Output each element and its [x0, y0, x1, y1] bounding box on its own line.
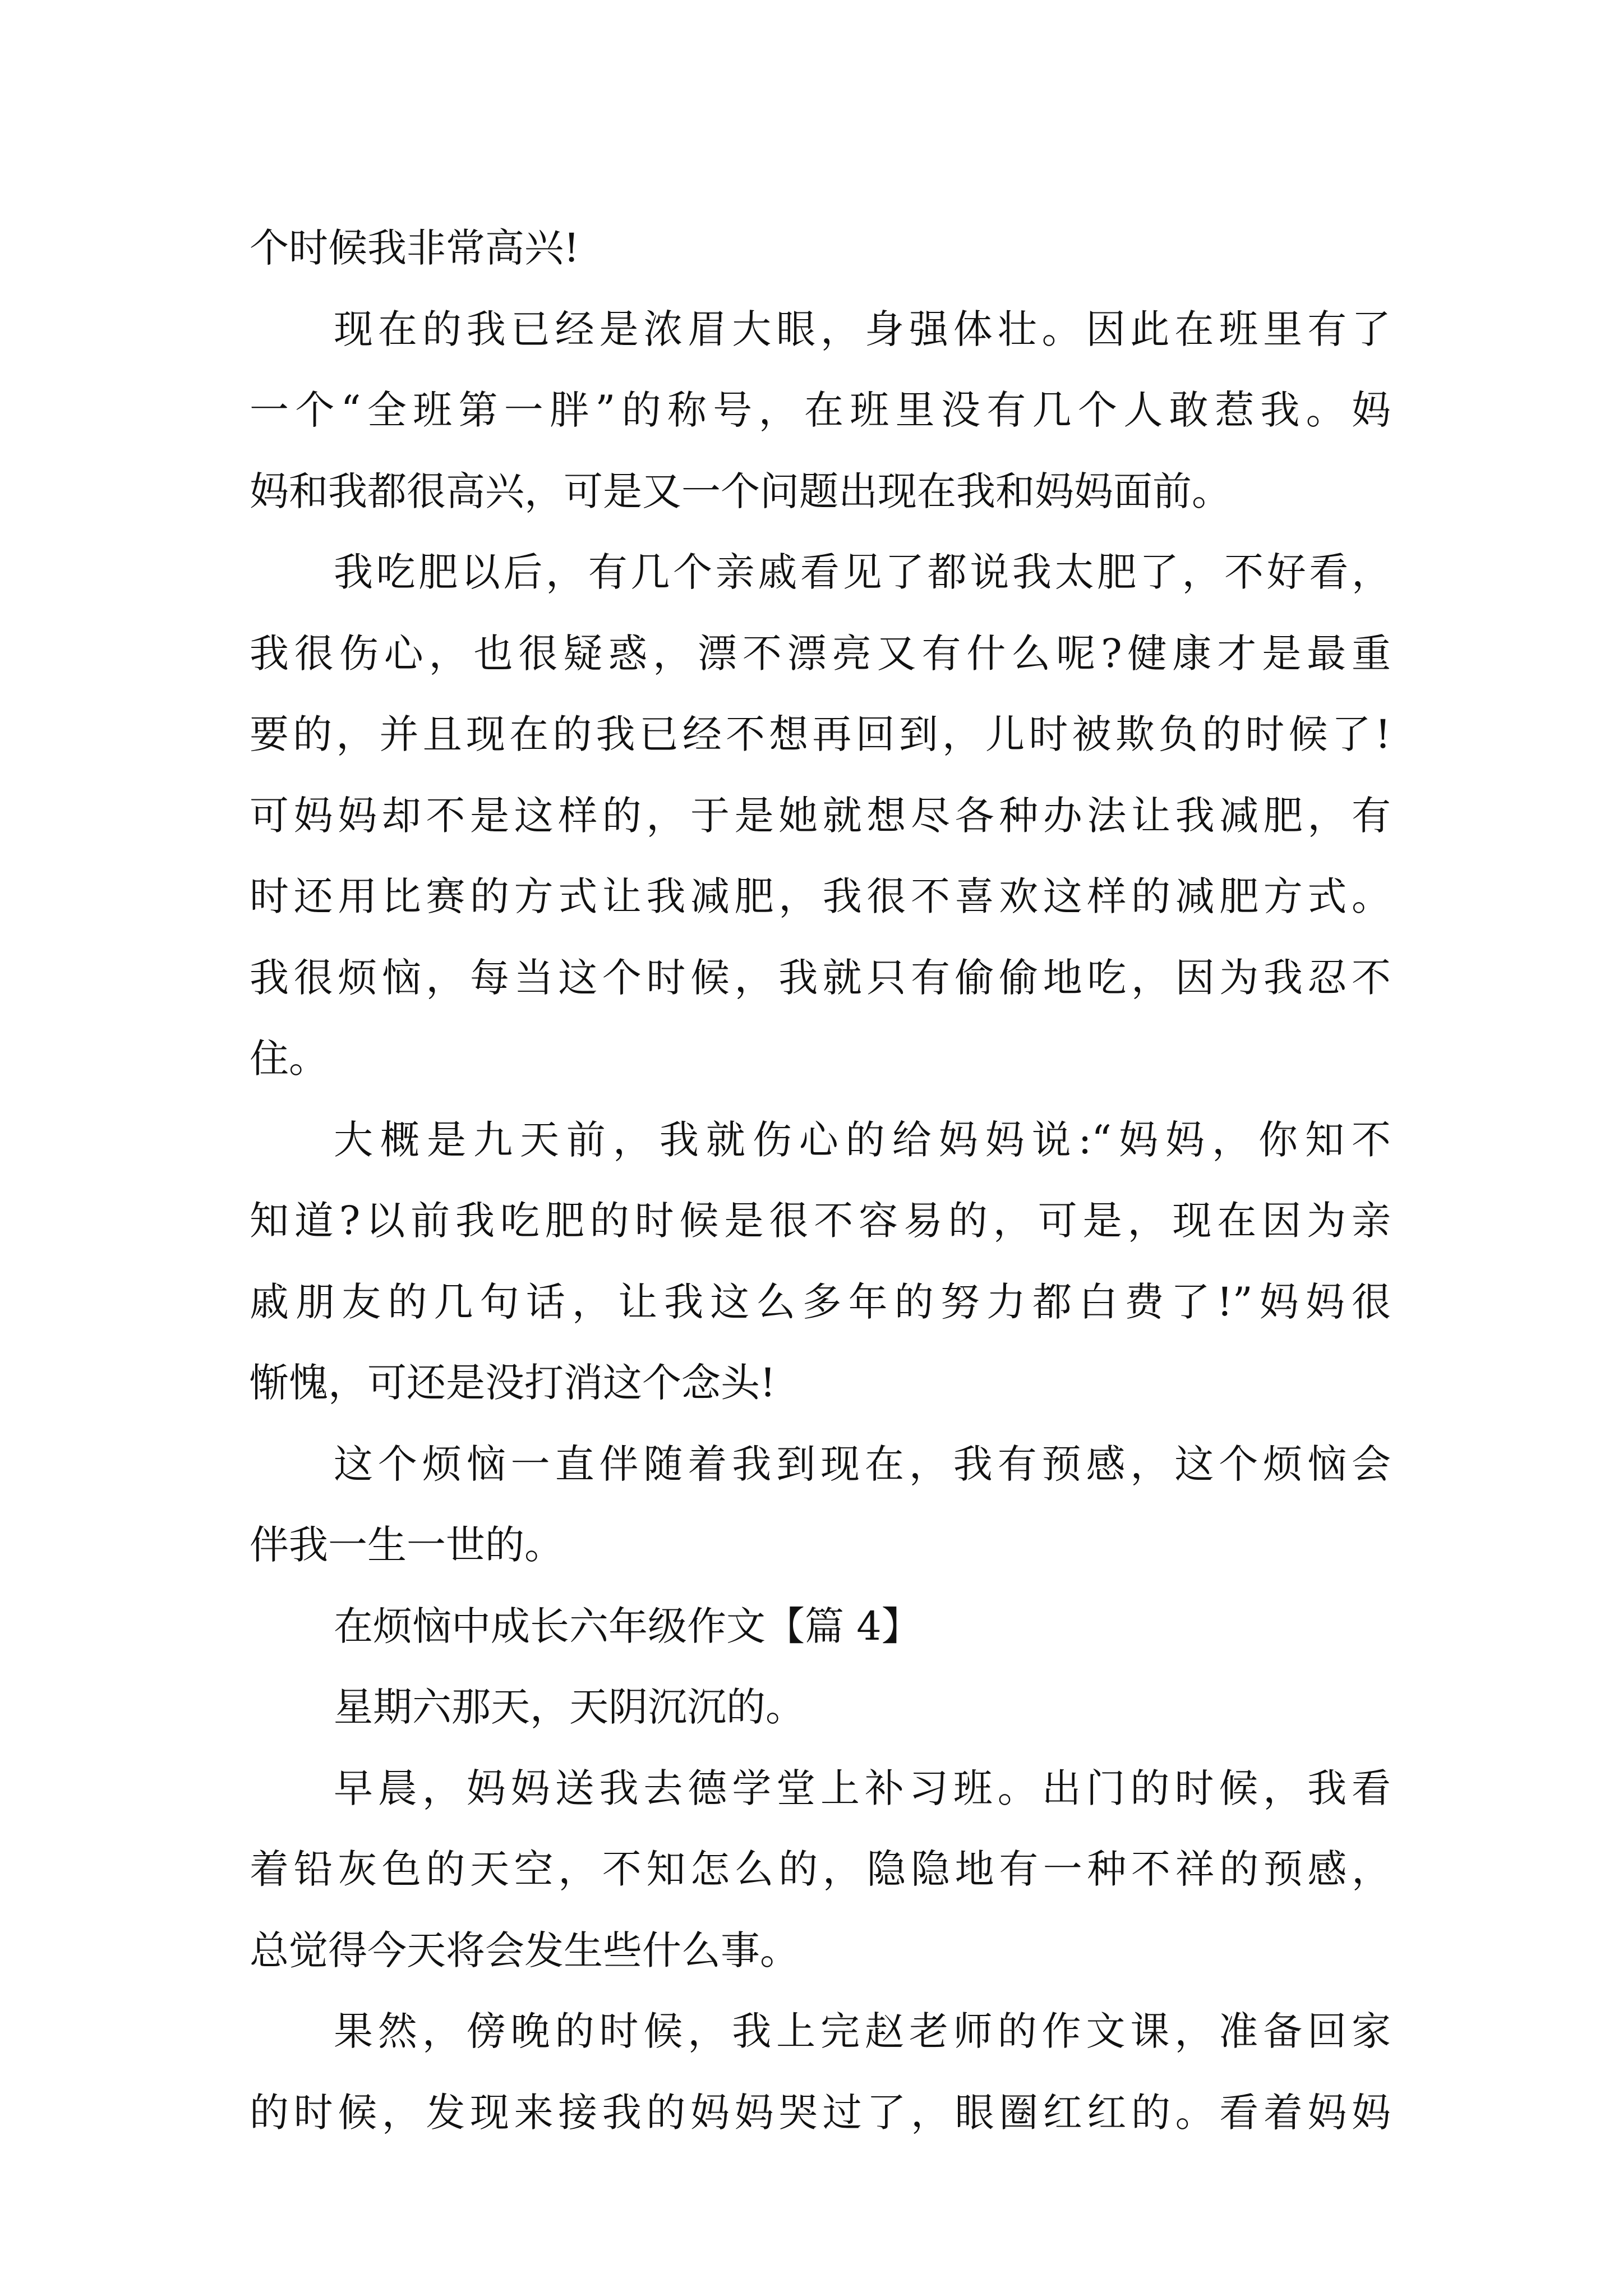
- paragraph: [250, 1424, 1391, 1586]
- body-text: [250, 208, 1391, 2153]
- paragraph: [250, 208, 1391, 289]
- text-line: 的时候，发现来接我的妈妈哭过了，眼圈红红的。看着妈妈: [250, 2089, 1391, 2136]
- text-line: 戚朋友的几句话，让我这么多年的努力都白费了!”妈妈很: [250, 1278, 1391, 1325]
- text-line: 惭愧，可还是没打消这个念头!: [250, 1360, 776, 1406]
- section-heading: [250, 1586, 1391, 1667]
- text-line: 要的，并且现在的我已经不想再回到，儿时被欺负的时候了!: [250, 711, 1391, 757]
- text-line: 知道?以前我吃肥的时候是很不容易的，可是，现在因为亲: [250, 1198, 1391, 1244]
- paragraph: [250, 1099, 1391, 1424]
- text-line: 时还用比赛的方式让我减肥，我很不喜欢这样的减肥方式。: [250, 873, 1391, 919]
- text-line: 果然，傍晚的时候，我上完赵老师的作文课，准备回家: [334, 2008, 1391, 2054]
- text-line: 个时候我非常高兴!: [250, 225, 580, 271]
- paragraph: [250, 1667, 1391, 1748]
- text-line: 住。: [250, 1036, 328, 1082]
- text-line: 总觉得今天将会发生些什么事。: [250, 1927, 799, 1973]
- paragraph: [250, 289, 1391, 532]
- text-line: 我吃肥以后，有几个亲戚看见了都说我太肥了，不好看，: [334, 549, 1391, 595]
- text-line: 可妈妈却不是这样的，于是她就想尽各种办法让我减肥，有: [250, 792, 1391, 839]
- heading-line: 在烦恼中成长六年级作文【篇 4】: [334, 1603, 921, 1649]
- text-line: 我很伤心，也很疑惑，漂不漂亮又有什么呢?健康才是最重: [250, 630, 1391, 677]
- text-line: 我很烦恼，每当这个时候，我就只有偷偷地吃，因为我忍不: [250, 954, 1391, 1001]
- text-line: 早晨，妈妈送我去德学堂上补习班。出门的时候，我看: [334, 1765, 1391, 1811]
- text-line: 星期六那天，天阴沉沉的。: [334, 1684, 805, 1730]
- text-line: 伴我一生一世的。: [250, 1522, 564, 1568]
- text-line: 这个烦恼一直伴随着我到现在，我有预感，这个烦恼会: [334, 1441, 1391, 1487]
- text-line: 着铅灰色的天空，不知怎么的，隐隐地有一种不祥的预感，: [250, 1846, 1391, 1892]
- text-line: 大概是九天前，我就伤心的给妈妈说:“妈妈，你知不: [334, 1116, 1391, 1163]
- paragraph: [250, 1991, 1391, 2153]
- text-line: 妈和我都很高兴，可是又一个问题出现在我和妈妈面前。: [250, 468, 1231, 514]
- text-line: 现在的我已经是浓眉大眼，身强体壮。因此在班里有了: [334, 306, 1391, 352]
- paragraph: [250, 1748, 1391, 1991]
- text-line: 一个“全班第一胖”的称号，在班里没有几个人敢惹我。妈: [250, 387, 1391, 433]
- paragraph: [250, 532, 1391, 1099]
